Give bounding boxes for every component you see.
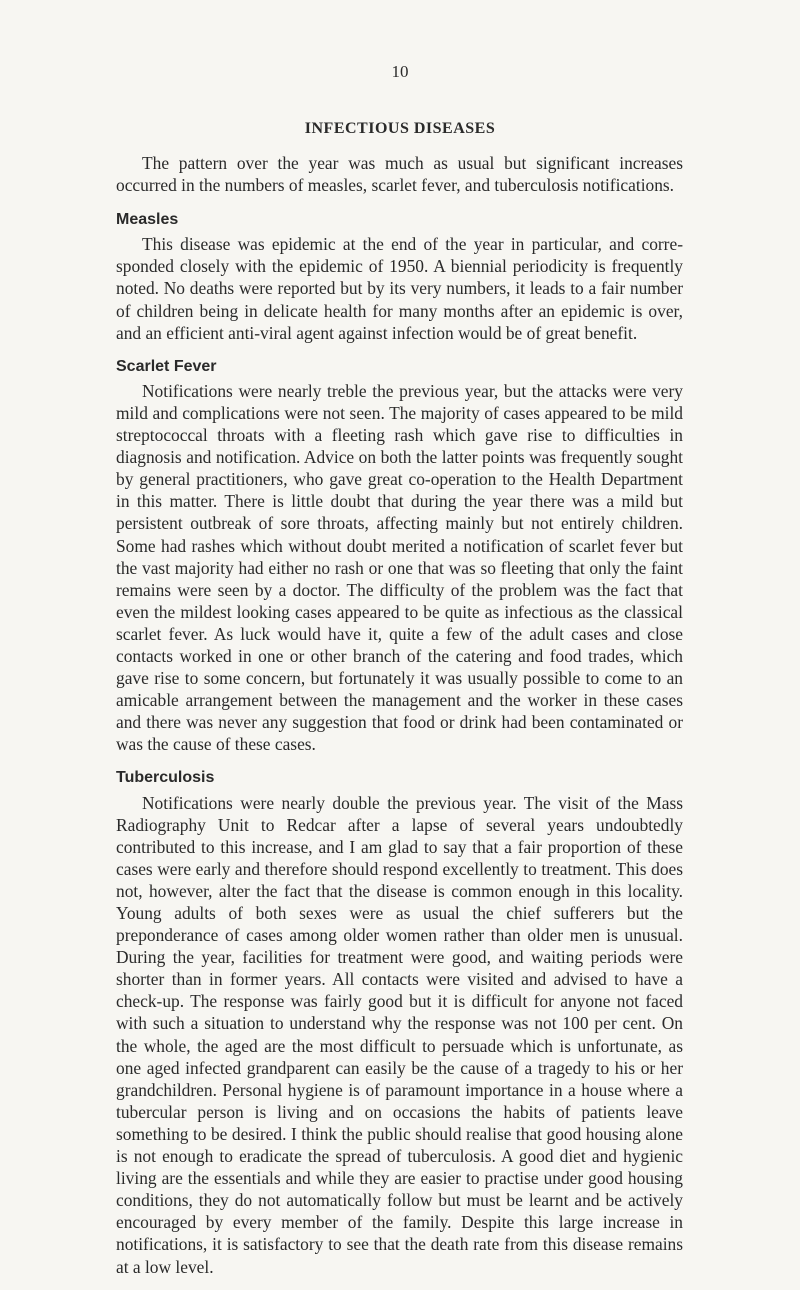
section-tuberculosis xyxy=(116,767,683,1277)
section-body-scarlet-fever: Notifications were nearly treble the previous year, but the attacks were very mild and complications were not seen. The majority of cases appeared to be mild streptococcal throats with a fleeting rash which gave rise to difficulties in diagnosis and notification. Advice on both the latter points was frequently sought by general practitioners, who gave great co-operation to the Health Department in this matter. There is little doubt that during the year there was a mild but persistent outbreak of sore throats, affecting mainly but not entirely children. Some had rashes which without doubt merited a notification of scarlet fever but the vast majority had either no rash or one that was so fleeting that only the faint remains were seen by a doctor. The difficulty of the problem was the fact that even the mildest looking cases appeared to be quite as infectious as the classical scarlet fever. As luck would have it, quite a few of the adult cases and close contacts worked in one or other branch of the catering and food trades, which gave rise to some concern, but fortunately it was usually possible to come to an amicable arrangement between the management and the worker in these cases and there was never any suggestion that food or drink had been contaminated or was the cause of these cases. xyxy=(116,380,683,755)
section-body-measles: This disease was epidemic at the end of the year in particular, and corresponded closely with the epidemic of 1950. A biennial periodicity is frequently noted. No deaths were reported but by its very numbers, it leads to a fair number of children being in delicate health for many months after an epidemic is over, and an efficient anti-viral agent against infection would be of great benefit. xyxy=(116,234,683,343)
section-heading-measles: Measles xyxy=(116,211,179,229)
section-scarlet-fever xyxy=(116,356,683,756)
document-body xyxy=(116,152,683,1290)
section-heading-tuberculosis: Tuberculosis xyxy=(116,769,215,787)
intro-paragraph: The pattern over the year was much as usual but significant increases occurred in the numbers of measles, scarlet fever, and tuberculosis notifications. xyxy=(116,153,683,196)
section-body-tuberculosis: Notifications were nearly double the previous year. The visit of the Mass Radiography Unit to Redcar after a lapse of several years undoubtedly contributed to this increase, and I am glad to say that a fair proportion of these cases were early and therefore should respond excellently to treatment. This does not, however, alter the fact that the disease is common enough in this locality. Young adults of both sexes were as usual the chief sufferers but the preponderance of cases among older women rather than older men is unusual. During the year, facilities for treatment were good, and waiting periods were shorter than in former years. All contacts were visited and advised to have a check-up. The response was fairly good but it is difficult for anyone not faced with such a situation to understand why the response was not 100 per cent. On the whole, the aged are the most difficult to persuade which is unfortunate, as one aged infected grandparent can easily be the cause of a tragedy to his or her grandchildren. Personal hygiene is of paramount importance in a house where a tubercular person is living and on occasions the habits of patients leave something to be desired. I think the public should realise that good housing alone is not enough to eradicate the spread of tuberculosis. A good diet and hygienic living are the essentials and while they are easier to practise under good housing conditions, they do not automatically follow but must be learnt and be actively encouraged by every member of the family. Despite this large increase in notifications, it is satisfactory to see that the death rate from this disease remains at a low level. xyxy=(116,792,683,1277)
section-measles xyxy=(116,209,683,344)
page-title: INFECTIOUS DISEASES xyxy=(304,120,496,137)
section-heading-scarlet-fever: Scarlet Fever xyxy=(116,357,217,375)
page-number: 10 xyxy=(391,62,409,81)
